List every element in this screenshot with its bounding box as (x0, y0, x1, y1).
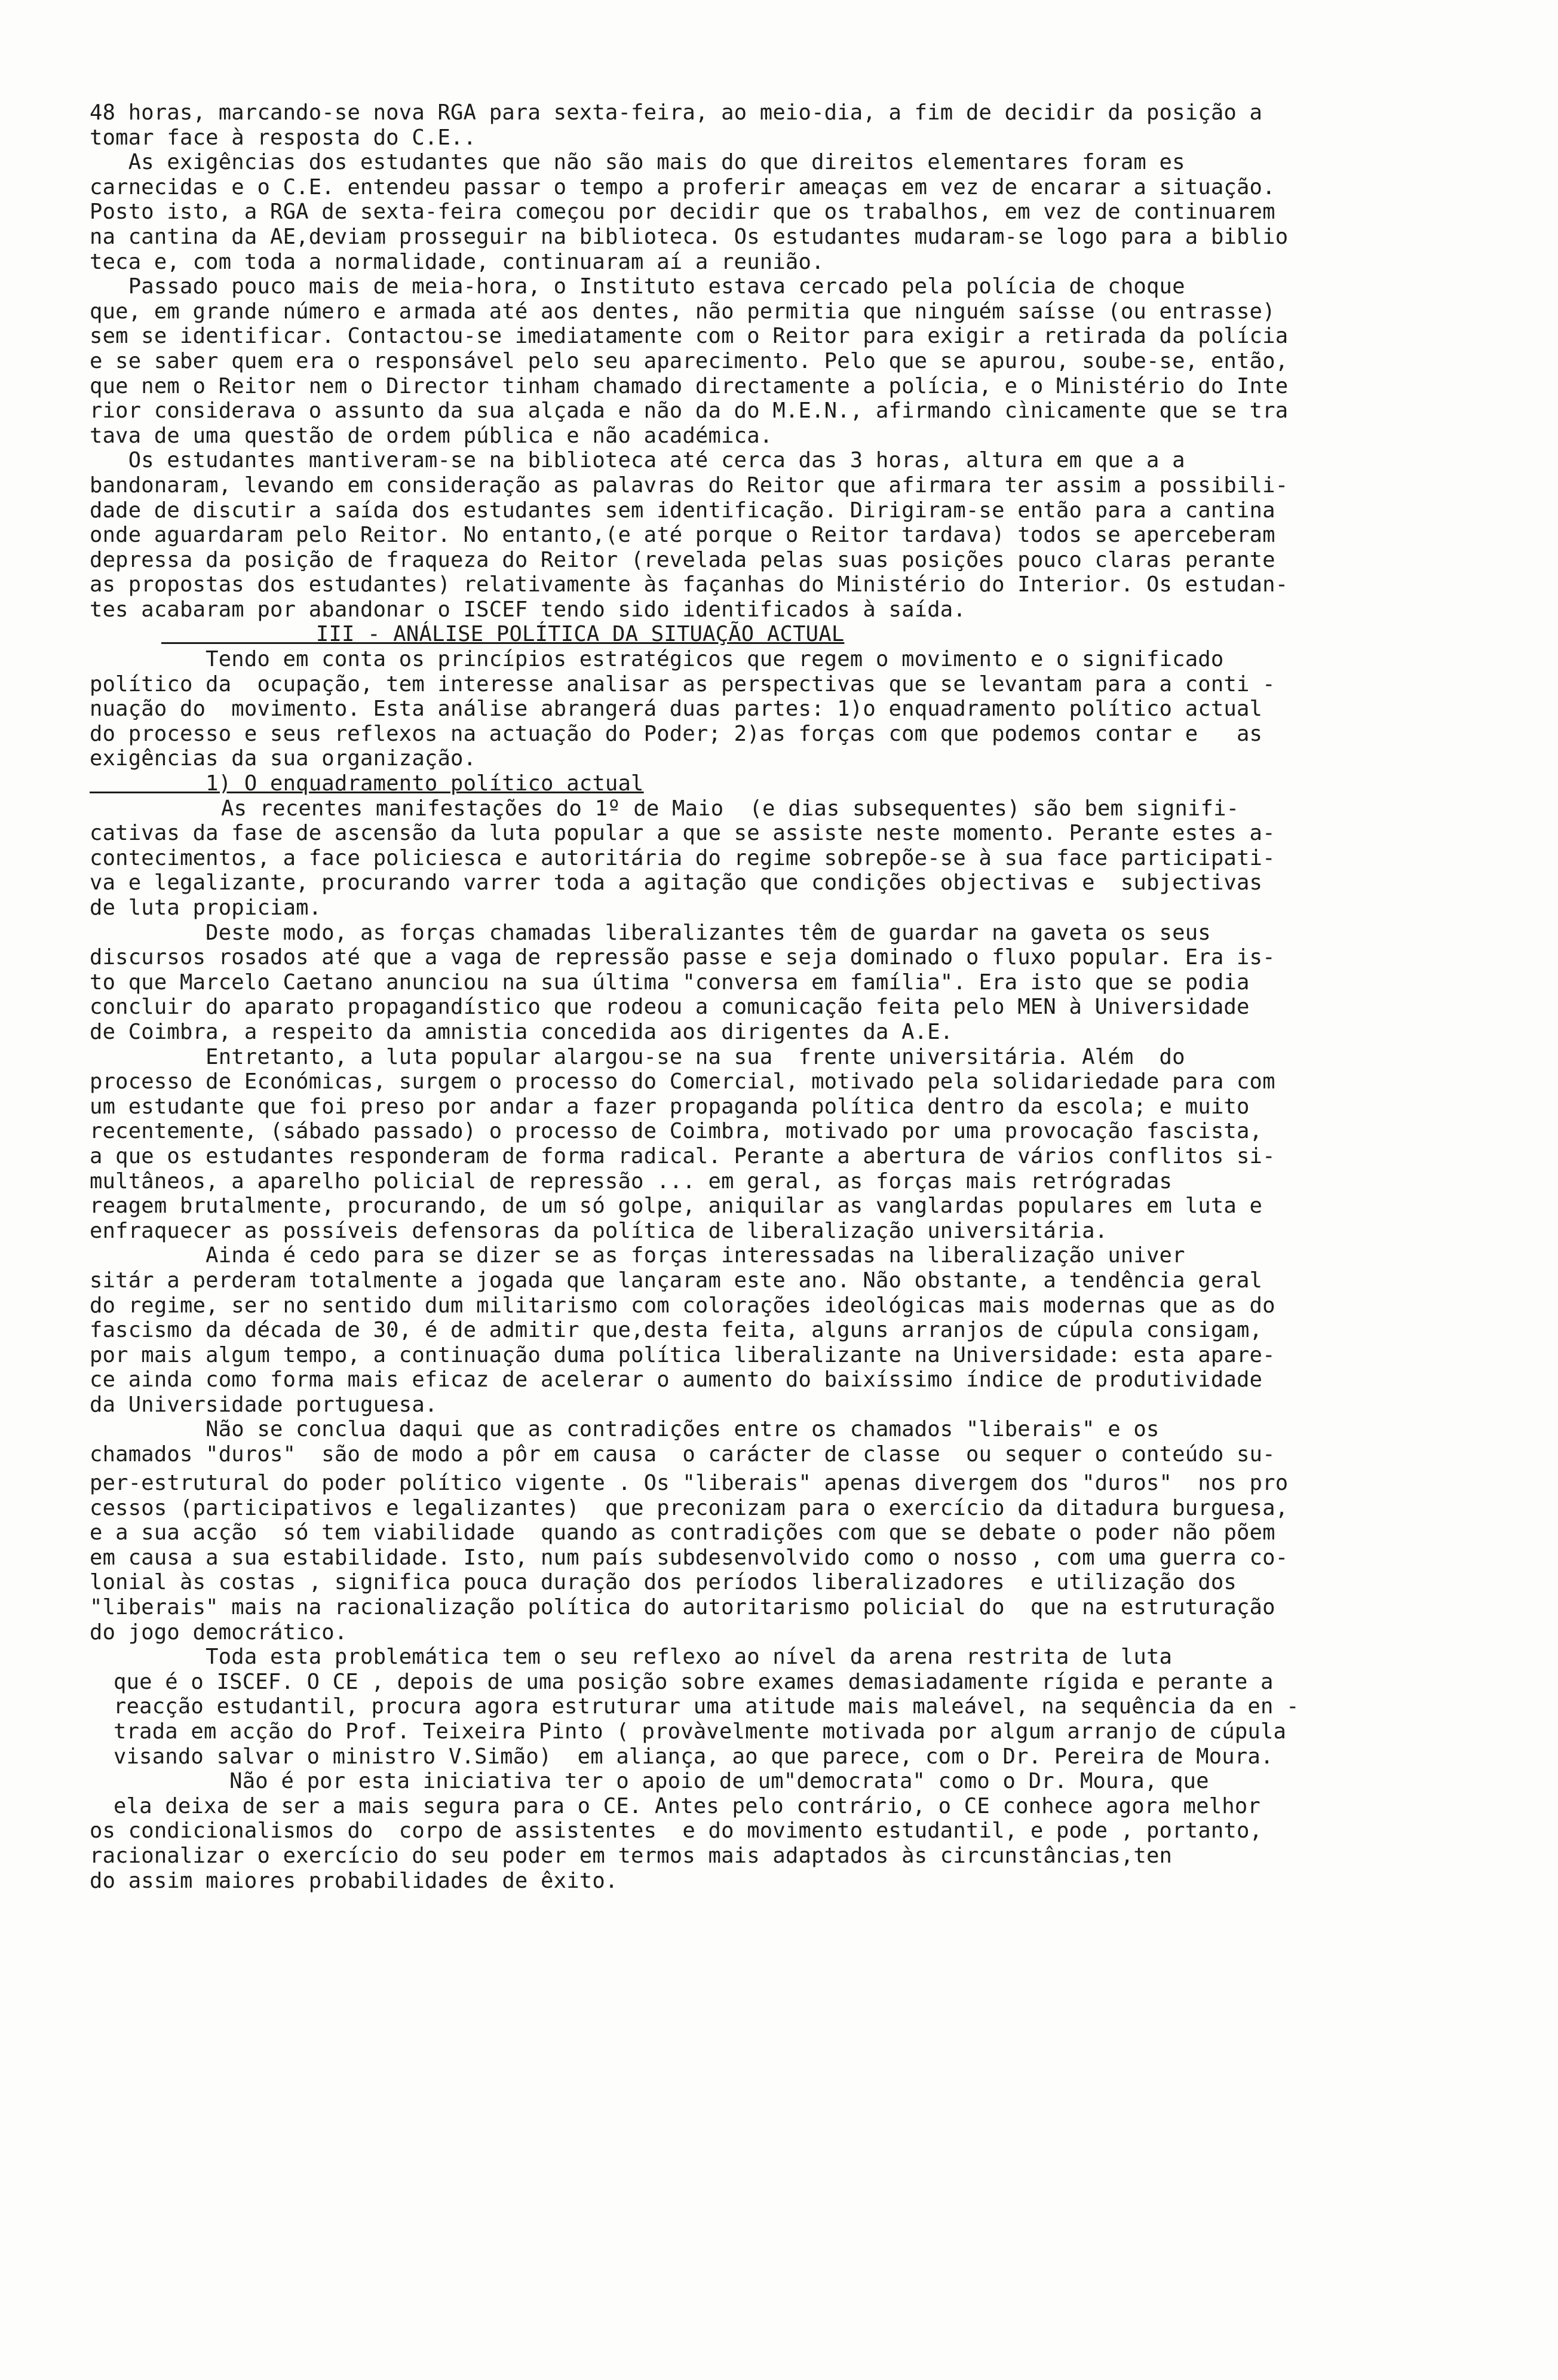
text-line: lonial às costas , significa pouca duração dos períodos liberalizadores e utilização dos (90, 1570, 1237, 1595)
text-line: de luta propiciam. (90, 895, 322, 920)
text-line: discursos rosados até que a vaga de repressão passe e seja dominado o fluxo popular. Era is- (90, 945, 1275, 970)
text-line: da Universidade portuguesa. (90, 1392, 438, 1417)
text-line: ela deixa de ser a mais segura para o CE. Antes pelo contrário, o CE conhece agora melhor (114, 1793, 1260, 1818)
text-line: to que Marcelo Caetano anunciou na sua última "conversa em família". Era isto que se podia (90, 970, 1250, 995)
text-line: sitár a perderam totalmente a jogada que lançaram este ano. Não obstante, a tendência geral (90, 1268, 1263, 1293)
text-line: exigências da sua organização. (90, 746, 477, 771)
section-heading: III - ANÁLISE POLÍTICA DA SITUAÇÃO ACTUAL (161, 622, 845, 647)
text-line: recentemente, (sábado passado) o processo de Coimbra, motivado por uma provocação fascista, (90, 1119, 1263, 1144)
text-line: em causa a sua estabilidade. Isto, num país subdesenvolvido como o nosso , com uma guerra co- (90, 1545, 1289, 1570)
text-line: tes acabaram por abandonar o ISCEF tendo sido identificados à saída. (90, 597, 966, 622)
text-line: "liberais" mais na racionalização política do autoritarismo policial do que na estruturação (90, 1595, 1275, 1620)
text-line: reagem brutalmente, procurando, de um só golpe, aniquilar as vanglardas populares em luta e (90, 1194, 1263, 1219)
text-line: bandonaram, levando em consideração as palavras do Reitor que afirmara ter assim a possibili- (90, 473, 1289, 498)
subsection-heading: 1) O enquadramento político actual (90, 771, 644, 796)
text-line: a que os estudantes responderam de forma radical. Perante a abertura de vários conflitos si- (90, 1143, 1275, 1168)
text-line: rior considerava o assunto da sua alçada e não da do M.E.N., afirmando cìnicamente que se tra (90, 398, 1289, 424)
text-line: de Coimbra, a respeito da amnistia concedida aos dirigentes da A.E. (90, 1019, 953, 1044)
text-line: trada em acção do Prof. Teixeira Pinto ( provàvelmente motivada por algum arranjo de cúpula (114, 1719, 1287, 1744)
text-line: Entretanto, a luta popular alargou-se na sua frente universitária. Além do (90, 1044, 1185, 1069)
text-line: um estudante que foi preso por andar a fazer propaganda política dentro da escola; e muito (90, 1094, 1250, 1119)
text-line: processo de Económicas, surgem o processo do Comercial, motivado pela solidariedade para com (90, 1069, 1275, 1094)
text-line: na cantina da AE,deviam prosseguir na biblioteca. Os estudantes mudaram-se logo para a biblio (90, 224, 1289, 249)
text-line: onde aguardaram pelo Reitor. No entanto,(e até porque o Reitor tardava) todos se aperceberam (90, 523, 1275, 548)
text-line: nuação do movimento. Esta análise abrangerá duas partes: 1)o enquadramento político actual (90, 697, 1263, 722)
text-line: os condicionalismos do corpo de assistentes e do movimento estudantil, e pode , portanto, (90, 1818, 1263, 1844)
text-line: que, em grande número e armada até aos dentes, não permitia que ninguém saísse (ou entrasse) (90, 299, 1275, 324)
text-line: per-estrutural do poder político vigente . Os "liberais" apenas divergem dos "duros" nos pro (90, 1471, 1289, 1496)
text-line: por mais algum tempo, a continuação duma política liberalizante na Universidade: esta apare- (90, 1342, 1275, 1367)
text-line: contecimentos, a face policiesca e autoritária do regime sobrepõe-se à sua face participati- (90, 845, 1275, 870)
text-line: va e legalizante, procurando varrer toda a agitação que condições objectivas e subjectivas (90, 870, 1263, 895)
text-line: cessos (participativos e legalizantes) que preconizam para o exercício da ditadura burguesa, (90, 1495, 1289, 1520)
text-line: e se saber quem era o responsável pelo seu aparecimento. Pelo que se apurou, soube-se, então, (90, 348, 1289, 373)
text-line: político da ocupação, tem interesse analisar as perspectivas que se levantam para a conti - (90, 671, 1275, 697)
text-line: visando salvar o ministro V.Simão) em aliança, ao que parece, com o Dr. Pereira de Moura. (114, 1744, 1274, 1769)
text-line: As exigências dos estudantes que não são mais do que direitos elementares foram es (90, 150, 1185, 175)
text-line: do jogo democrático. (90, 1620, 348, 1645)
text-line: Os estudantes mantiveram-se na biblioteca até cerca das 3 horas, altura em que a a (90, 448, 1185, 473)
text-line: Passado pouco mais de meia-hora, o Instituto estava cercado pela polícia de choque (90, 274, 1185, 299)
text-line: Tendo em conta os princípios estratégicos que regem o movimento e o significado (90, 647, 1224, 672)
text-line: ce ainda como forma mais eficaz de acelerar o aumento do baixíssimo índice de produtividade (90, 1367, 1263, 1393)
text-line: Posto isto, a RGA de sexta-feira começou por decidir que os trabalhos, em vez de continuarem (90, 200, 1275, 225)
text-line: e a sua acção só tem viabilidade quando as contradições com que se debate o poder não põem (90, 1520, 1275, 1545)
text-line: dade de discutir a saída dos estudantes sem identificação. Dirigiram-se então para a cantina (90, 498, 1275, 523)
text-line: Não é por esta iniciativa ter o apoio de um"democrata" como o Dr. Moura, que (114, 1769, 1209, 1794)
text-line: depressa da posição de fraqueza do Reitor (revelada pelas suas posições pouco claras perante (90, 547, 1275, 572)
text-line: chamados "duros" são de modo a pôr em causa o carácter de classe ou sequer o conteúdo su- (90, 1442, 1275, 1467)
text-line: que nem o Reitor nem o Director tinham chamado directamente a polícia, e o Ministério do Inte (90, 373, 1289, 398)
text-line: as propostas dos estudantes) relativamente às façanhas do Ministério do Interior. Os estudan- (90, 572, 1289, 597)
text-line: cativas da fase de ascensão da luta popular a que se assiste neste momento. Perante estes a- (90, 821, 1275, 846)
text-line: sem se identificar. Contactou-se imediatamente com o Reitor para exigir a retirada da polícia (90, 324, 1289, 349)
text-line: 48 horas, marcando-se nova RGA para sexta-feira, ao meio-dia, a fim de decidir da posição a (90, 100, 1263, 125)
text-line: tomar face à resposta do C.E.. (90, 125, 477, 150)
text-line: reacção estudantil, procura agora estruturar uma atitude mais maleável, na sequência da en - (114, 1694, 1299, 1719)
text-line: que é o ISCEF. O CE , depois de uma posição sobre exames demasiadamente rígida e perante a (114, 1669, 1274, 1694)
document-text (90, 100, 1499, 1893)
text-line: Toda esta problemática tem o seu reflexo ao nível da arena restrita de luta (90, 1645, 1173, 1670)
text-line: racionalizar o exercício do seu poder em termos mais adaptados às circunstâncias,ten (90, 1843, 1173, 1868)
text-line: tava de uma questão de ordem pública e não académica. (90, 423, 773, 448)
text-line: Deste modo, as forças chamadas liberalizantes têm de guardar na gaveta os seus (90, 920, 1211, 945)
text-line: fascismo da década de 30, é de admitir que,desta feita, alguns arranjos de cúpula consigam, (90, 1318, 1263, 1343)
text-line: concluir do aparato propagandístico que rodeou a comunicação feita pelo MEN à Universidade (90, 995, 1250, 1020)
text-line: do regime, ser no sentido dum militarismo com colorações ideológicas mais modernas que as do (90, 1293, 1275, 1318)
text-line: Ainda é cedo para se dizer se as forças interessadas na liberalização univer (90, 1243, 1185, 1268)
text-line: carnecidas e o C.E. entendeu passar o tempo a proferir ameaças em vez de encarar a situação. (90, 174, 1275, 200)
text-line: multâneos, a aparelho policial de repressão ... em geral, as forças mais retrógradas (90, 1168, 1173, 1194)
text-line: teca e, com toda a normalidade, continuaram aí a reunião. (90, 249, 824, 274)
text-line: As recentes manifestações do 1º de Maio (e dias subsequentes) são bem signifi- (221, 796, 1240, 821)
text-line: enfraquecer as possíveis defensoras da política de liberalização universitária. (90, 1218, 1108, 1243)
text-line: do assim maiores probabilidades de êxito. (90, 1868, 618, 1893)
text-line: Não se conclua daqui que as contradições entre os chamados "liberais" e os (90, 1417, 1160, 1442)
text-line: do processo e seus reflexos na actuação do Poder; 2)as forças com que podemos contar e as (90, 721, 1263, 746)
